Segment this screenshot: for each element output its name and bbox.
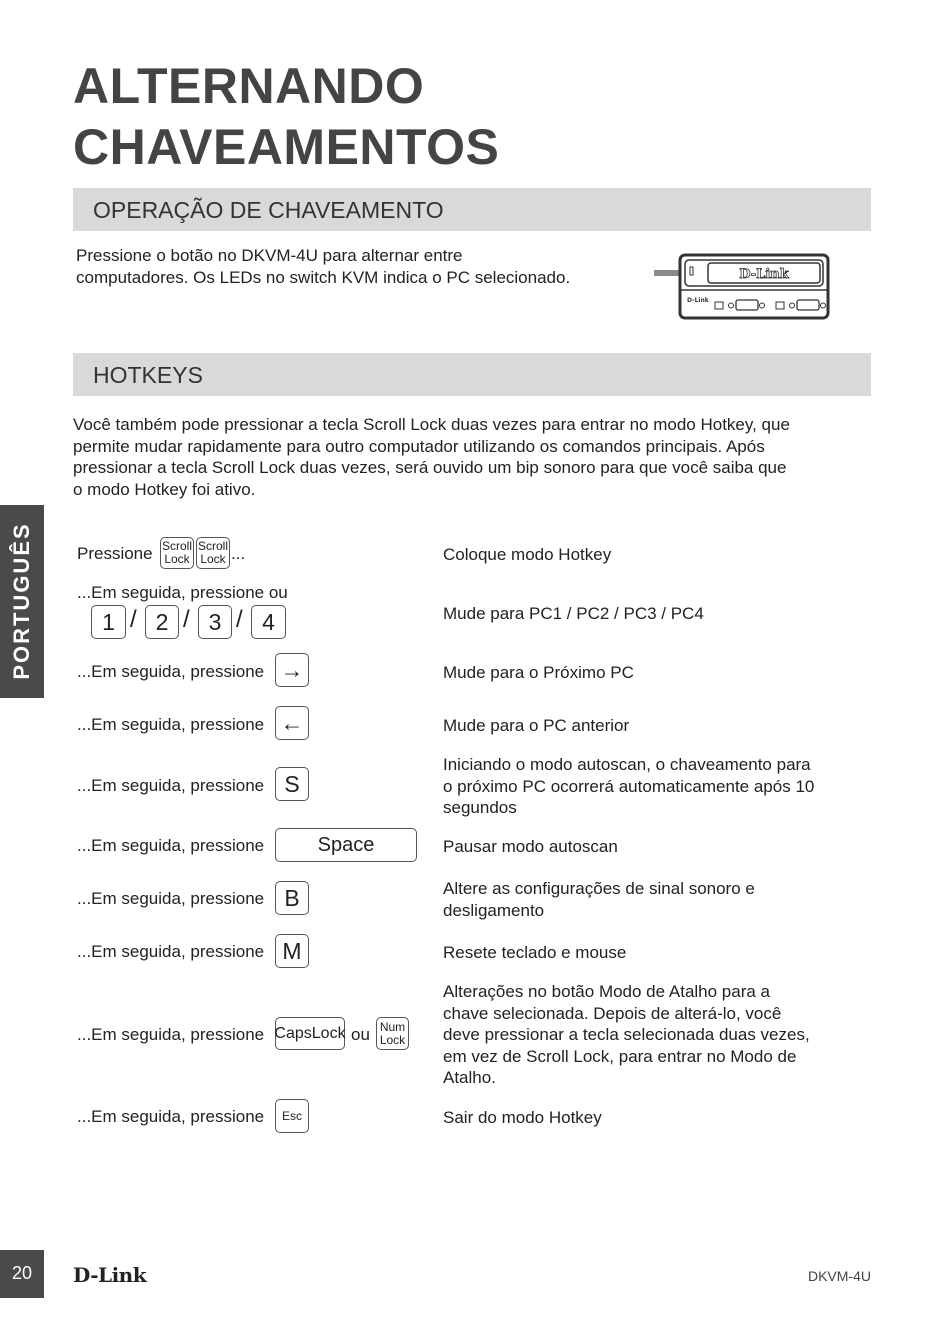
slash-separator: / <box>183 606 190 633</box>
slash-separator: / <box>236 606 243 633</box>
key-4: 4 <box>251 605 286 639</box>
row6-description: Pausar modo autoscan <box>443 837 618 856</box>
hotkeys-intro <box>73 414 790 500</box>
desc-line: chave selecionada. Depois de alterá-lo, você <box>443 1003 782 1023</box>
row3-description: Mude para o Próximo PC <box>443 663 634 682</box>
key-2: 2 <box>145 605 179 639</box>
intro-line: pressionar a tecla Scroll Lock duas vezes, será ouvido um bip sonoro para que você saiba que <box>73 458 787 477</box>
row1-instruction <box>77 544 153 564</box>
page-title-line2: CHAVEAMENTOS <box>73 119 500 175</box>
row8-instruction: ...Em seguida, pressione <box>77 942 265 961</box>
section1-text-line1: Pressione o botão no DKVM-4U para alternar entre <box>76 246 463 265</box>
section-header-hotkeys <box>73 353 871 396</box>
space-key: Space <box>275 828 417 862</box>
desc-line: o próximo PC ocorrerá automaticamente após 10 <box>443 776 815 796</box>
section-heading: OPERAÇÃO DE CHAVEAMENTO <box>93 197 444 223</box>
page-title-line1: ALTERNANDO <box>73 58 425 114</box>
caps-lock-key: CapsLock <box>275 1017 345 1050</box>
desc-line: em vez de Scroll Lock, para entrar no Modo de <box>443 1046 797 1066</box>
row4-description: Mude para o PC anterior <box>443 716 630 735</box>
desc-line: deve pressionar a tecla selecionada duas vezes, <box>443 1025 810 1044</box>
key-label-top: Scroll <box>197 539 228 553</box>
intro-line: Você também pode pressionar a tecla Scroll Lock duas vezes para entrar no modo Hotkey, que <box>73 415 790 434</box>
row6-instruction: ...Em seguida, pressione <box>77 836 265 855</box>
row8-description: Resete teclado e mouse <box>443 943 627 962</box>
language-side-tab <box>0 505 44 698</box>
row10-instruction: ...Em seguida, pressione <box>77 1107 265 1126</box>
desc-line: Alterações no botão Modo de Atalho para a <box>443 982 771 1001</box>
section1-text-line2: computadores. Os LEDs no switch KVM indica o PC selecionado. <box>76 267 571 287</box>
key-label-bottom: Lock <box>164 552 190 566</box>
device-logo: D-Link <box>739 267 789 282</box>
row9-description <box>443 981 843 1089</box>
b-key: B <box>275 881 309 915</box>
desc-line: Atalho. <box>443 1068 496 1087</box>
key-3: 3 <box>198 605 232 639</box>
desc-line: Altere as configurações de sinal sonoro e <box>443 879 755 898</box>
section1-text <box>76 245 570 288</box>
m-key: M <box>275 934 309 968</box>
intro-line: o modo Hotkey foi ativo. <box>73 479 256 499</box>
right-arrow-key: → <box>275 653 309 687</box>
desc-line: desligamento <box>443 900 545 920</box>
dlink-logo: D-Link <box>73 1263 147 1287</box>
intro-line: permite mudar rapidamente para outro computador utilizando os comandos principais. Após <box>73 436 765 456</box>
esc-key: Esc <box>275 1099 309 1133</box>
section-heading: HOTKEYS <box>93 362 203 388</box>
row9-instruction: ...Em seguida, pressione <box>77 1025 265 1044</box>
key-1: 1 <box>91 605 126 639</box>
device-small-logo: D-Link <box>687 297 709 304</box>
num-lock-key <box>376 1017 409 1050</box>
row4-instruction: ...Em seguida, pressione <box>77 715 265 734</box>
page-number: 20 <box>11 1263 33 1283</box>
row2-instruction: ...Em seguida, pressione ou <box>77 583 288 602</box>
row3-instruction: ...Em seguida, pressione <box>77 662 265 681</box>
page-title <box>73 56 499 178</box>
section-header-switching <box>73 188 871 231</box>
row5-instruction: ...Em seguida, pressione <box>77 776 265 795</box>
key-label-top: Scroll <box>161 539 192 553</box>
or-text: ou <box>351 1025 370 1044</box>
desc-line: Iniciando o modo autoscan, o chaveamento para <box>443 755 811 774</box>
kvm-switch-illustration <box>650 250 840 325</box>
left-arrow-key: ← <box>275 706 309 740</box>
row-label: Pressione <box>77 544 153 563</box>
row7-instruction: ...Em seguida, pressione <box>77 889 265 908</box>
page-number-box <box>0 1250 44 1298</box>
model-name: DKVM-4U <box>807 1268 871 1284</box>
key-label-top: Num <box>379 1019 406 1034</box>
row5-description <box>443 754 843 819</box>
s-key: S <box>275 767 309 801</box>
slash-separator: / <box>130 606 137 633</box>
row7-description <box>443 878 843 921</box>
key-label-bottom: Lock <box>200 552 226 566</box>
row2-description: Mude para PC1 / PC2 / PC3 / PC4 <box>443 604 704 623</box>
key-label-bottom: Lock <box>379 1032 406 1047</box>
row1-ellipsis: ... <box>231 544 246 563</box>
desc-line: segundos <box>443 798 517 817</box>
scroll-lock-key <box>196 537 230 569</box>
row10-description: Sair do modo Hotkey <box>443 1108 602 1127</box>
row1-description: Coloque modo Hotkey <box>443 545 612 564</box>
scroll-lock-key <box>160 537 194 569</box>
language-label: PORTUGUÊS <box>9 522 34 680</box>
